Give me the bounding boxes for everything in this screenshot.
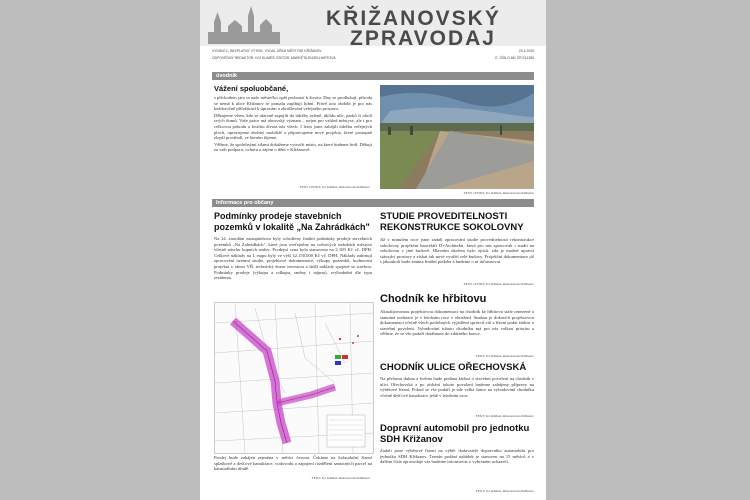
issue-info: VYDÁNÍ 2., BEZPLATNÝ VÝTISK, VYDAL ÚŘAD MĚSTYSE KŘIŽANOV: [212, 49, 322, 53]
photo-credit: TEXT a FOTO: Ivo Klimeš, místostarosta Křižanov: [463, 191, 534, 195]
automobil-paragraph: Zadali jsme výběrové řízení na výběr dodavatele dopravního automobilu pro jednotku SDH Křižanov. Termín podání nabídek je stanoven na 15 měsíců a v dalším čísle zpravodaje vás budeme informovat o vybraném uchazeči.: [380, 448, 534, 465]
podminky-caption: Prodej bude zahájen zejména v měsíci červnu. Čekáme na kolaudační řízení splaškové a dešťové kanalizace, vodovodu a zapojení rozdělení samotných parcel na katastrálním úřadě.: [214, 455, 372, 472]
spring-road-photo: [380, 85, 534, 189]
studie-credit: TEXT a FOTO: Ivo Klimeš, místostarosta Křižanov: [463, 282, 534, 286]
uvodnik-body: [214, 95, 372, 153]
parcel-plan-map: [214, 302, 374, 454]
uvodnik-credit: TEXT a FOTO: Ivo Klimeš, místostarosta Křižanov: [299, 185, 370, 189]
uvodnik-paragraph-2: Děkujeme všem, kdo se aktivně zapojili do údržby zeleně, úklidu ulic, parků či okolí svých domů. Vaše práce má obrovský význam – nejen pro vzhled městyse, ale i pro celkovou pohodu a kvalitu života nás všech. I letos jsme zahájili údržbu veřejných ploch, opravujeme drobný mobiliář a připravujeme nové projekty, které postupně zlepší prostředí, ve kterém žijeme.: [214, 112, 372, 141]
orechovska-paragraph: Na přelomu dubna a května bude podána žádost o stavební povolení na chodník v ulici Ořechovská a po získání tohoto povolení budeme zahájeny přípravy na výběrové řízení. Pokud se vše podaří je zde velká šance na vybudování chodníku včetně dešťové kanalizace ještě v letošním roce.: [380, 376, 534, 398]
masthead-title-line2: ZPRAVODAJ: [350, 27, 496, 50]
section-bar-informace: Informace pro občany: [212, 199, 534, 207]
editors-info: ODPOVĚDNÝ REDAKTOR: IVO KLIMEŠ, EDITOR: MARKÉTA ENGELHARTOVÁ: [212, 56, 336, 60]
automobil-headline: Dopravní automobil pro jednotku SDH Křižanov: [380, 423, 530, 445]
uvodnik-greeting: Vážení spoluobčané,: [214, 84, 289, 93]
studie-paragraph: Již v minulém roce jsme zadali zpracování studie proveditelnosti rekonstrukce sokolovny projekční kanceláři D+Architekti, která pro nás zpracovali i studii na sokolovnu v jiné budově. Hlavním úkolem bylo zjistit, zda je možné upravit stávající prostory a získat tak nové využití celé budovy. Projekční dokumentace již s jakoukoli bude známa finální podoba a budeme o ní informovat.: [380, 237, 534, 265]
orechovska-credit: TEXT: Ivo Klimeš, místostarosta Křižanov: [475, 414, 534, 418]
podminky-headline: Podmínky prodeje stavebních pozemků v lokalitě „Na Zahrádkách": [214, 211, 370, 232]
issue-date: 23.4.2025: [518, 49, 534, 53]
registration-number: E. ČÍSLO MK ČR E11285: [495, 56, 534, 60]
uvodnik-paragraph-1: s příchodem jara se naše městečko opět probouzí k životu. Dny se prodlužují, příroda se nemá k ulice Křižanov se pomalu zaplňují lidmi. Právě toto období je pro nás každoročně příležitostí k úpravám a zkrášlování veřejného prostoru.: [214, 95, 372, 112]
uvodnik-paragraph-3: Věříme, že společnými silami dokážeme vytvořit místo, na které budeme hrdí. Děkuji za vaši podporu, ochotu a zájem o dění v Křižanově.: [214, 141, 372, 153]
masthead-title-line1: KŘIŽANOVSKÝ: [326, 7, 501, 30]
studie-headline: STUDIE PROVEDITELNOSTI REKONSTRUKCE SOKOLOVNY: [380, 211, 524, 233]
masthead: [200, 0, 546, 60]
chodnik-headline: Chodník ke hřbitovu: [380, 293, 487, 305]
automobil-credit: TEXT: Ivo Klimeš, místostarosta Křižanov: [475, 489, 534, 493]
chodnik-paragraph: Aktualizovanou projektovou dokumentaci na chodník ke hřbitovu stále omezené a samotná realizace je v letošním roce v ohrožení. Snahou je dokončit projektovou dokumentaci včetně všech potřebných vyjádření správců sítí a řízení podat žádost o stavební povolení. Vybudování tohoto chodníku má pro nás velkou prioritu a věříme, že se vše podaří dotáhnout do zdárného konce.: [380, 309, 534, 337]
orechovska-headline: CHODNÍK ULICE OŘECHOVSKÁ: [380, 362, 527, 373]
newsletter-page: [200, 0, 546, 500]
section-bar-uvodnik: úvodník: [212, 72, 534, 80]
podminky-paragraph: Na 24. zasedání zastupitelstva byly schváleny finální podmínky prodeje stavebních pozemků „Na Zahrádkách", které jsou zveřejněny na webových stránkách městyse včetně návrhu kupních smluv. Prodejní cena byla stanovena na 2.100 Kč vč. DPH. Celkové náklady na I. etapu byly ve výši 32.150.000 Kč vč. DPH. Náklady zahrnují zpracování územní studie, projektové dokumentace, výkupy pozemků, bodnocení projektu v rámci VŘ, technický dozor investora a další náklady spojené se stavbou. Podmínky prodeje (výkupu a odkupu, směny i nájmu), zvýhodnění dle typu rezidenta.: [214, 236, 372, 281]
podminky-credit: TEXT: Ivo Klimeš, místostarosta Křižanov: [311, 476, 370, 480]
town-skyline-logo: [208, 6, 280, 44]
chodnik-credit: TEXT: Ivo Klimeš, místostarosta Křižanov: [475, 354, 534, 358]
